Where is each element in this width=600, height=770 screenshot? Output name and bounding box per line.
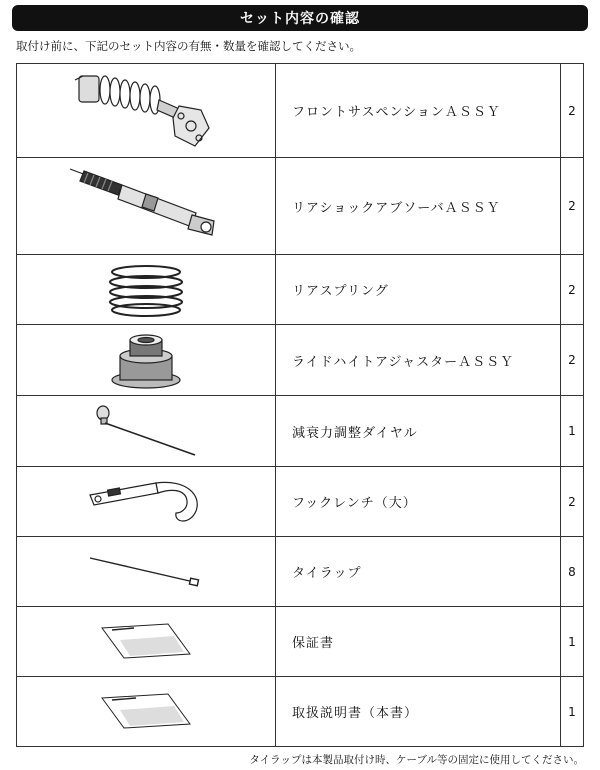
table-row [17,677,584,747]
rear-shock-absorber-icon [66,161,226,251]
item-image-cell [17,607,276,677]
table-row [17,325,584,396]
item-qty: 2 [561,64,584,158]
table-row [17,158,584,255]
item-name: 保証書 [276,607,561,677]
item-name: フロントサスペンションＡＳＳＹ [276,64,561,158]
item-name: ライドハイトアジャスターＡＳＳＹ [276,325,561,396]
warranty-card-icon [96,622,196,662]
ride-height-adjuster-icon [106,328,186,392]
item-image-cell [17,64,276,158]
damping-dial-icon [91,401,201,461]
item-image-cell [17,396,276,467]
table-row [17,396,584,467]
item-name: リアスプリング [276,255,561,325]
page-title [12,5,588,31]
manual-icon [96,692,196,732]
front-suspension-icon [71,66,221,156]
item-name: フックレンチ（大） [276,467,561,537]
item-name: 減衰力調整ダイヤル [276,396,561,467]
table-row [17,537,584,607]
tie-wrap-icon [86,552,206,592]
rear-spring-icon [101,260,191,320]
item-qty: 1 [561,677,584,747]
page-title-text: セット内容の確認 [240,11,360,27]
item-image-cell [17,677,276,747]
item-name: 取扱説明書（本書） [276,677,561,747]
item-image-cell [17,537,276,607]
hook-wrench-icon [86,477,206,527]
item-name: タイラップ [276,537,561,607]
intro-text: 取付け前に、下記のセット内容の有無・数量を確認してください。 [16,39,361,53]
item-image-cell [17,158,276,255]
table-row [17,64,584,158]
item-qty: 2 [561,158,584,255]
footnote: タイラップは本製品取付け時、ケーブル等の固定に使用してください。 [249,754,584,766]
item-name: リアショックアブソーバＡＳＳＹ [276,158,561,255]
table-row [17,607,584,677]
table-row [17,255,584,325]
table-row [17,467,584,537]
item-qty: 8 [561,537,584,607]
item-image-cell [17,467,276,537]
item-qty: 1 [561,396,584,467]
item-qty: 2 [561,325,584,396]
item-qty: 2 [561,467,584,537]
item-image-cell [17,325,276,396]
item-image-cell [17,255,276,325]
item-qty: 1 [561,607,584,677]
item-qty: 2 [561,255,584,325]
parts-table [16,63,584,747]
